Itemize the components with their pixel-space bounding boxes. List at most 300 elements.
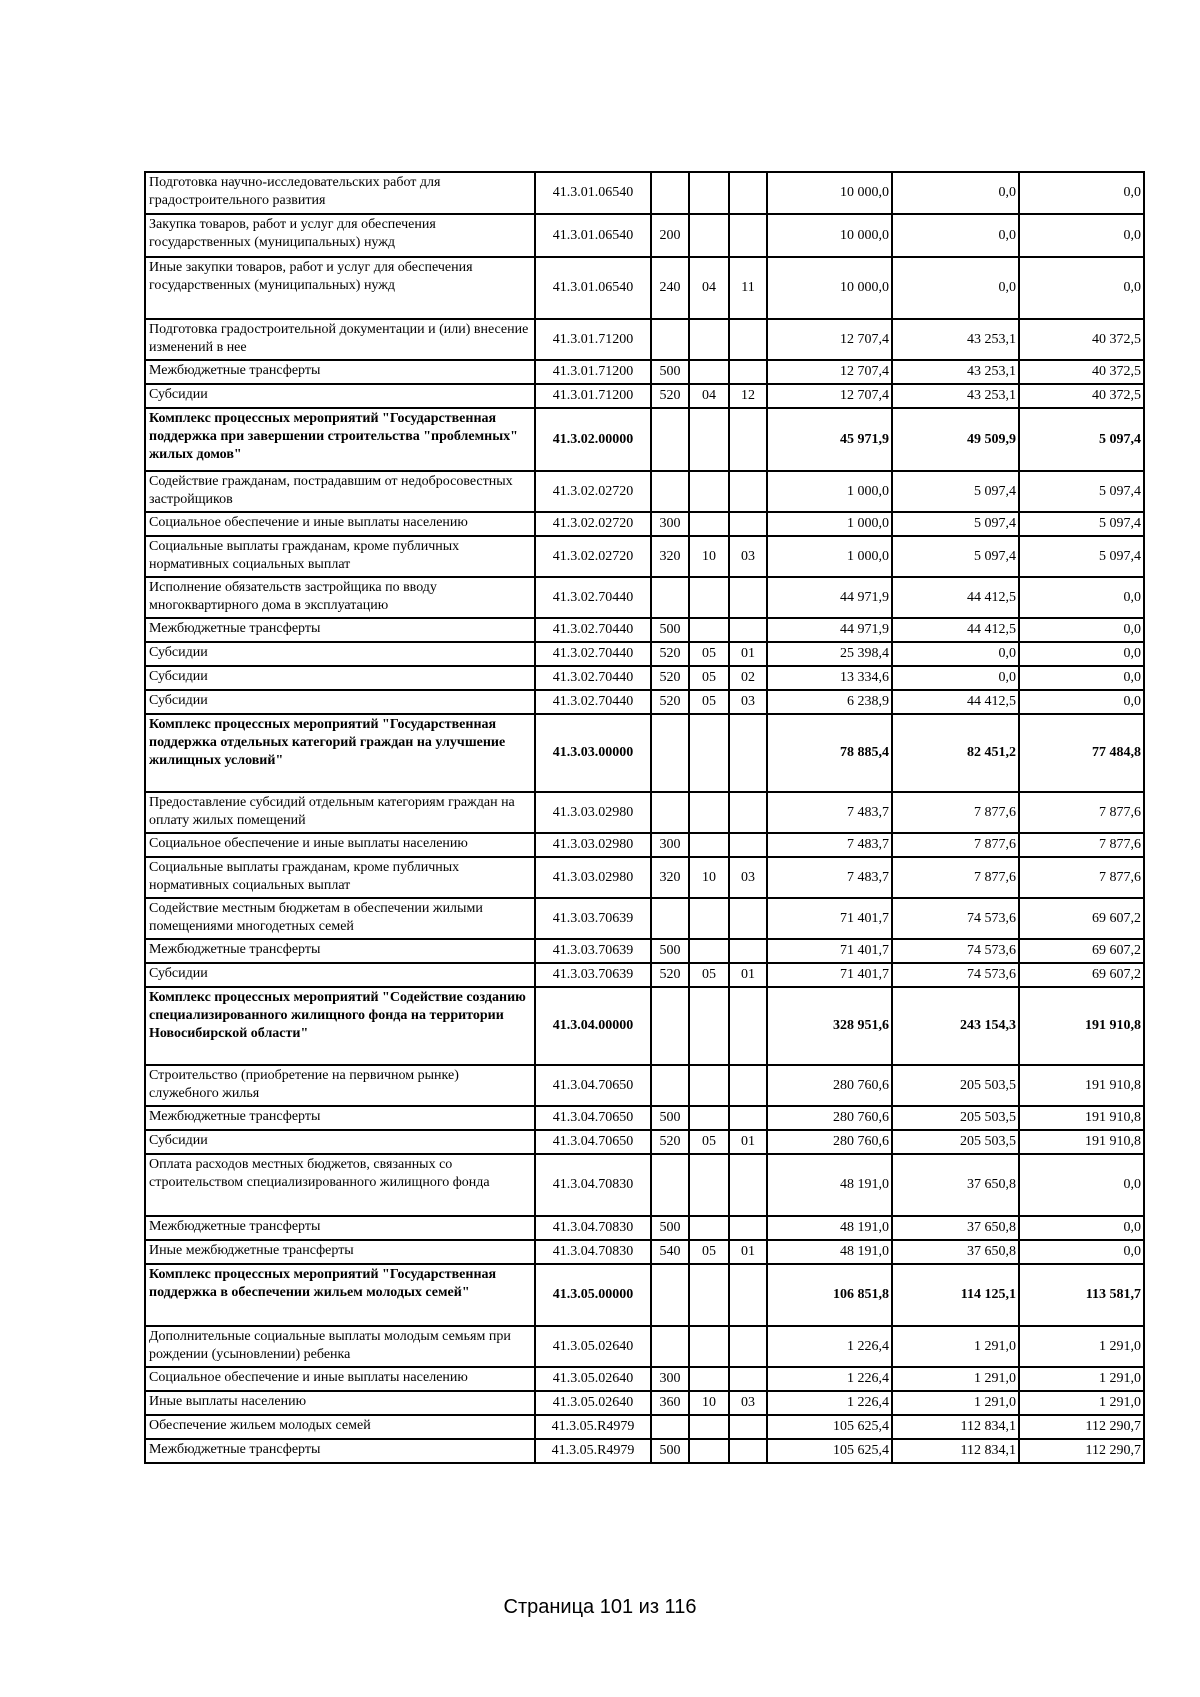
target-code-cell: 41.3.03.02980 — [535, 857, 651, 898]
expense-type-cell: 240 — [651, 257, 689, 319]
amount-cell-1: 45 971,9 — [767, 408, 892, 471]
table-row — [145, 1240, 1144, 1264]
section-cell: 10 — [689, 536, 729, 577]
amount-cell-1: 1 000,0 — [767, 471, 892, 512]
page-number-footer: Страница 101 из 116 — [503, 1596, 697, 1618]
target-code-cell: 41.3.04.70830 — [535, 1240, 651, 1264]
amount-cell-1: 71 401,7 — [767, 898, 892, 939]
section-cell — [689, 512, 729, 536]
target-code-cell: 41.3.02.00000 — [535, 408, 651, 471]
amount-cell-2: 1 291,0 — [892, 1367, 1019, 1391]
expense-type-cell — [651, 1154, 689, 1216]
amount-cell-2: 43 253,1 — [892, 360, 1019, 384]
target-code-cell: 41.3.01.06540 — [535, 214, 651, 257]
target-code-cell: 41.3.03.00000 — [535, 714, 651, 792]
section-cell: 04 — [689, 257, 729, 319]
row-name-cell: Субсидии — [145, 963, 535, 987]
amount-cell-1: 10 000,0 — [767, 214, 892, 257]
expense-type-cell: 500 — [651, 1439, 689, 1463]
table-row — [145, 1130, 1144, 1154]
section-cell — [689, 172, 729, 214]
table-row — [145, 257, 1144, 319]
amount-cell-3: 40 372,5 — [1019, 360, 1144, 384]
target-code-cell: 41.3.04.00000 — [535, 987, 651, 1065]
expense-type-cell: 300 — [651, 512, 689, 536]
section-cell — [689, 1264, 729, 1326]
amount-cell-3: 5 097,4 — [1019, 536, 1144, 577]
expense-type-cell — [651, 471, 689, 512]
amount-cell-2: 243 154,3 — [892, 987, 1019, 1065]
amount-cell-3: 69 607,2 — [1019, 963, 1144, 987]
subsection-cell: 02 — [729, 666, 767, 690]
row-name-cell: Подготовка градостроительной документации и (или) внесение изменений в нее — [145, 319, 535, 360]
section-cell — [689, 939, 729, 963]
subsection-cell — [729, 577, 767, 618]
amount-cell-1: 71 401,7 — [767, 963, 892, 987]
amount-cell-1: 44 971,9 — [767, 577, 892, 618]
target-code-cell: 41.3.03.70639 — [535, 939, 651, 963]
table-row — [145, 792, 1144, 833]
subsection-cell — [729, 1439, 767, 1463]
amount-cell-1: 48 191,0 — [767, 1216, 892, 1240]
target-code-cell: 41.3.04.70650 — [535, 1065, 651, 1106]
amount-cell-2: 1 291,0 — [892, 1391, 1019, 1415]
amount-cell-1: 106 851,8 — [767, 1264, 892, 1326]
subsection-cell: 12 — [729, 384, 767, 408]
amount-cell-3: 0,0 — [1019, 642, 1144, 666]
subsection-cell — [729, 214, 767, 257]
budget-table — [144, 171, 1145, 1464]
section-cell — [689, 1415, 729, 1439]
amount-cell-1: 280 760,6 — [767, 1065, 892, 1106]
target-code-cell: 41.3.02.70440 — [535, 666, 651, 690]
table-row — [145, 857, 1144, 898]
subsection-cell — [729, 898, 767, 939]
target-code-cell: 41.3.01.71200 — [535, 319, 651, 360]
target-code-cell: 41.3.03.02980 — [535, 833, 651, 857]
amount-cell-2: 74 573,6 — [892, 963, 1019, 987]
subsection-cell — [729, 1415, 767, 1439]
row-name-cell: Субсидии — [145, 384, 535, 408]
amount-cell-3: 0,0 — [1019, 666, 1144, 690]
subsection-cell — [729, 987, 767, 1065]
target-code-cell: 41.3.03.02980 — [535, 792, 651, 833]
subsection-cell — [729, 618, 767, 642]
table-row-group — [145, 714, 1144, 792]
subsection-cell: 01 — [729, 1240, 767, 1264]
amount-cell-3: 5 097,4 — [1019, 408, 1144, 471]
table-row — [145, 172, 1144, 214]
amount-cell-1: 10 000,0 — [767, 172, 892, 214]
amount-cell-2: 5 097,4 — [892, 471, 1019, 512]
row-name-cell: Комплекс процессных мероприятий "Государственная поддержка в обеспечении жильем молодых семей" — [145, 1264, 535, 1326]
subsection-cell — [729, 1154, 767, 1216]
amount-cell-3: 1 291,0 — [1019, 1367, 1144, 1391]
amount-cell-1: 71 401,7 — [767, 939, 892, 963]
subsection-cell: 11 — [729, 257, 767, 319]
expense-type-cell — [651, 987, 689, 1065]
amount-cell-3: 0,0 — [1019, 1216, 1144, 1240]
amount-cell-1: 6 238,9 — [767, 690, 892, 714]
expense-type-cell — [651, 408, 689, 471]
amount-cell-2: 114 125,1 — [892, 1264, 1019, 1326]
subsection-cell: 03 — [729, 1391, 767, 1415]
amount-cell-2: 5 097,4 — [892, 536, 1019, 577]
table-row — [145, 1154, 1144, 1216]
section-cell — [689, 1216, 729, 1240]
table-row-group — [145, 1264, 1144, 1326]
expense-type-cell: 540 — [651, 1240, 689, 1264]
expense-type-cell: 500 — [651, 360, 689, 384]
target-code-cell: 41.3.04.70830 — [535, 1216, 651, 1240]
table-row — [145, 536, 1144, 577]
subsection-cell — [729, 1264, 767, 1326]
target-code-cell: 41.3.01.06540 — [535, 172, 651, 214]
table-row — [145, 214, 1144, 257]
expense-type-cell — [651, 1264, 689, 1326]
subsection-cell — [729, 1065, 767, 1106]
section-cell — [689, 1154, 729, 1216]
amount-cell-3: 7 877,6 — [1019, 833, 1144, 857]
subsection-cell — [729, 172, 767, 214]
table-row — [145, 833, 1144, 857]
expense-type-cell: 500 — [651, 1106, 689, 1130]
table-row-group — [145, 408, 1144, 471]
subsection-cell — [729, 833, 767, 857]
amount-cell-3: 0,0 — [1019, 214, 1144, 257]
expense-type-cell — [651, 1326, 689, 1367]
amount-cell-2: 7 877,6 — [892, 833, 1019, 857]
amount-cell-3: 191 910,8 — [1019, 987, 1144, 1065]
target-code-cell: 41.3.03.70639 — [535, 898, 651, 939]
amount-cell-3: 112 290,7 — [1019, 1439, 1144, 1463]
subsection-cell — [729, 1106, 767, 1130]
subsection-cell: 01 — [729, 1130, 767, 1154]
section-cell — [689, 1065, 729, 1106]
amount-cell-3: 69 607,2 — [1019, 939, 1144, 963]
row-name-cell: Иные межбюджетные трансферты — [145, 1240, 535, 1264]
expense-type-cell: 520 — [651, 642, 689, 666]
expense-type-cell: 320 — [651, 536, 689, 577]
row-name-cell: Социальные выплаты гражданам, кроме публичных нормативных социальных выплат — [145, 857, 535, 898]
section-cell: 05 — [689, 1130, 729, 1154]
expense-type-cell: 500 — [651, 939, 689, 963]
row-name-cell: Дополнительные социальные выплаты молодым семьям при рождении (усыновлении) ребенка — [145, 1326, 535, 1367]
amount-cell-1: 78 885,4 — [767, 714, 892, 792]
amount-cell-1: 48 191,0 — [767, 1154, 892, 1216]
subsection-cell — [729, 319, 767, 360]
amount-cell-1: 12 707,4 — [767, 360, 892, 384]
amount-cell-2: 82 451,2 — [892, 714, 1019, 792]
amount-cell-1: 7 483,7 — [767, 857, 892, 898]
row-name-cell: Иные выплаты населению — [145, 1391, 535, 1415]
amount-cell-1: 13 334,6 — [767, 666, 892, 690]
row-name-cell: Закупка товаров, работ и услуг для обеспечения государственных (муниципальных) нужд — [145, 214, 535, 257]
amount-cell-2: 7 877,6 — [892, 792, 1019, 833]
row-name-cell: Межбюджетные трансферты — [145, 1439, 535, 1463]
amount-cell-2: 44 412,5 — [892, 577, 1019, 618]
amount-cell-3: 191 910,8 — [1019, 1106, 1144, 1130]
section-cell — [689, 1367, 729, 1391]
expense-type-cell: 520 — [651, 1130, 689, 1154]
amount-cell-3: 0,0 — [1019, 1154, 1144, 1216]
expense-type-cell — [651, 792, 689, 833]
table-row — [145, 898, 1144, 939]
amount-cell-1: 1 226,4 — [767, 1326, 892, 1367]
subsection-cell — [729, 360, 767, 384]
amount-cell-3: 40 372,5 — [1019, 384, 1144, 408]
target-code-cell: 41.3.04.70650 — [535, 1106, 651, 1130]
table-row — [145, 471, 1144, 512]
amount-cell-2: 0,0 — [892, 172, 1019, 214]
target-code-cell: 41.3.01.71200 — [535, 384, 651, 408]
target-code-cell: 41.3.02.02720 — [535, 536, 651, 577]
amount-cell-2: 1 291,0 — [892, 1326, 1019, 1367]
subsection-cell — [729, 792, 767, 833]
target-code-cell: 41.3.05.R4979 — [535, 1439, 651, 1463]
expense-type-cell — [651, 319, 689, 360]
amount-cell-2: 74 573,6 — [892, 898, 1019, 939]
section-cell — [689, 618, 729, 642]
row-name-cell: Субсидии — [145, 642, 535, 666]
row-name-cell: Комплекс процессных мероприятий "Государственная поддержка при завершении строительства "проблемных" жилых домов" — [145, 408, 535, 471]
amount-cell-2: 0,0 — [892, 642, 1019, 666]
amount-cell-3: 0,0 — [1019, 577, 1144, 618]
target-code-cell: 41.3.02.70440 — [535, 642, 651, 666]
amount-cell-2: 205 503,5 — [892, 1065, 1019, 1106]
section-cell: 05 — [689, 642, 729, 666]
amount-cell-1: 280 760,6 — [767, 1106, 892, 1130]
amount-cell-2: 49 509,9 — [892, 408, 1019, 471]
target-code-cell: 41.3.02.70440 — [535, 577, 651, 618]
expense-type-cell — [651, 1065, 689, 1106]
amount-cell-3: 0,0 — [1019, 172, 1144, 214]
subsection-cell: 03 — [729, 857, 767, 898]
row-name-cell: Субсидии — [145, 666, 535, 690]
target-code-cell: 41.3.02.70440 — [535, 618, 651, 642]
amount-cell-2: 0,0 — [892, 214, 1019, 257]
row-name-cell: Межбюджетные трансферты — [145, 939, 535, 963]
amount-cell-1: 280 760,6 — [767, 1130, 892, 1154]
section-cell — [689, 319, 729, 360]
row-name-cell: Предоставление субсидий отдельным категориям граждан на оплату жилых помещений — [145, 792, 535, 833]
amount-cell-3: 0,0 — [1019, 690, 1144, 714]
amount-cell-3: 5 097,4 — [1019, 471, 1144, 512]
expense-type-cell: 300 — [651, 833, 689, 857]
amount-cell-1: 7 483,7 — [767, 833, 892, 857]
table-row-group — [145, 987, 1144, 1065]
amount-cell-2: 5 097,4 — [892, 512, 1019, 536]
amount-cell-1: 328 951,6 — [767, 987, 892, 1065]
subsection-cell — [729, 1367, 767, 1391]
row-name-cell: Межбюджетные трансферты — [145, 618, 535, 642]
row-name-cell: Межбюджетные трансферты — [145, 1106, 535, 1130]
table-row — [145, 384, 1144, 408]
table-row — [145, 1391, 1144, 1415]
amount-cell-3: 0,0 — [1019, 618, 1144, 642]
section-cell: 05 — [689, 963, 729, 987]
expense-type-cell: 520 — [651, 384, 689, 408]
section-cell — [689, 577, 729, 618]
target-code-cell: 41.3.05.R4979 — [535, 1415, 651, 1439]
expense-type-cell — [651, 577, 689, 618]
amount-cell-1: 1 000,0 — [767, 512, 892, 536]
row-name-cell: Субсидии — [145, 690, 535, 714]
target-code-cell: 41.3.05.02640 — [535, 1391, 651, 1415]
table-row — [145, 1326, 1144, 1367]
row-name-cell: Оплата расходов местных бюджетов, связанных со строительством специализированного жилищного фонда — [145, 1154, 535, 1216]
table-row — [145, 618, 1144, 642]
table-row — [145, 1439, 1144, 1463]
amount-cell-2: 205 503,5 — [892, 1106, 1019, 1130]
section-cell: 10 — [689, 1391, 729, 1415]
amount-cell-2: 43 253,1 — [892, 384, 1019, 408]
section-cell — [689, 1439, 729, 1463]
expense-type-cell: 520 — [651, 963, 689, 987]
section-cell: 05 — [689, 1240, 729, 1264]
amount-cell-1: 1 000,0 — [767, 536, 892, 577]
amount-cell-3: 113 581,7 — [1019, 1264, 1144, 1326]
amount-cell-2: 0,0 — [892, 257, 1019, 319]
amount-cell-3: 40 372,5 — [1019, 319, 1144, 360]
target-code-cell: 41.3.04.70830 — [535, 1154, 651, 1216]
table-row — [145, 939, 1144, 963]
section-cell — [689, 1326, 729, 1367]
amount-cell-3: 69 607,2 — [1019, 898, 1144, 939]
section-cell — [689, 1106, 729, 1130]
subsection-cell — [729, 1326, 767, 1367]
table-row — [145, 319, 1144, 360]
amount-cell-1: 48 191,0 — [767, 1240, 892, 1264]
subsection-cell: 01 — [729, 642, 767, 666]
expense-type-cell — [651, 172, 689, 214]
row-name-cell: Межбюджетные трансферты — [145, 1216, 535, 1240]
table-row — [145, 1065, 1144, 1106]
table-row — [145, 690, 1144, 714]
amount-cell-2: 43 253,1 — [892, 319, 1019, 360]
table-row — [145, 963, 1144, 987]
target-code-cell: 41.3.04.70650 — [535, 1130, 651, 1154]
target-code-cell: 41.3.01.06540 — [535, 257, 651, 319]
amount-cell-1: 1 226,4 — [767, 1367, 892, 1391]
row-name-cell: Социальные выплаты гражданам, кроме публичных нормативных социальных выплат — [145, 536, 535, 577]
amount-cell-1: 12 707,4 — [767, 319, 892, 360]
table-row — [145, 577, 1144, 618]
amount-cell-3: 0,0 — [1019, 257, 1144, 319]
amount-cell-3: 112 290,7 — [1019, 1415, 1144, 1439]
amount-cell-1: 10 000,0 — [767, 257, 892, 319]
amount-cell-1: 12 707,4 — [767, 384, 892, 408]
amount-cell-1: 25 398,4 — [767, 642, 892, 666]
expense-type-cell: 300 — [651, 1367, 689, 1391]
row-name-cell: Подготовка научно-исследовательских работ для градостроительного развития — [145, 172, 535, 214]
row-name-cell: Комплекс процессных мероприятий "Содействие созданию специализированного жилищного фонда на территории Новосибирской области" — [145, 987, 535, 1065]
amount-cell-2: 44 412,5 — [892, 690, 1019, 714]
section-cell — [689, 408, 729, 471]
target-code-cell: 41.3.03.70639 — [535, 963, 651, 987]
amount-cell-2: 37 650,8 — [892, 1154, 1019, 1216]
amount-cell-2: 205 503,5 — [892, 1130, 1019, 1154]
expense-type-cell: 200 — [651, 214, 689, 257]
target-code-cell: 41.3.02.02720 — [535, 512, 651, 536]
target-code-cell: 41.3.02.70440 — [535, 690, 651, 714]
amount-cell-2: 7 877,6 — [892, 857, 1019, 898]
target-code-cell: 41.3.05.02640 — [535, 1367, 651, 1391]
section-cell — [689, 471, 729, 512]
table-row — [145, 1106, 1144, 1130]
row-name-cell: Субсидии — [145, 1130, 535, 1154]
amount-cell-2: 37 650,8 — [892, 1216, 1019, 1240]
target-code-cell: 41.3.05.02640 — [535, 1326, 651, 1367]
row-name-cell: Социальное обеспечение и иные выплаты населению — [145, 512, 535, 536]
row-name-cell: Межбюджетные трансферты — [145, 360, 535, 384]
table-body — [145, 172, 1144, 1463]
table-row — [145, 1216, 1144, 1240]
target-code-cell: 41.3.02.02720 — [535, 471, 651, 512]
row-name-cell: Строительство (приобретение на первичном рынке) служебного жилья — [145, 1065, 535, 1106]
row-name-cell: Комплекс процессных мероприятий "Государственная поддержка отдельных категорий граждан на улучшение жилищных условий" — [145, 714, 535, 792]
amount-cell-3: 1 291,0 — [1019, 1391, 1144, 1415]
subsection-cell: 03 — [729, 690, 767, 714]
expense-type-cell — [651, 898, 689, 939]
expense-type-cell: 320 — [651, 857, 689, 898]
expense-type-cell: 360 — [651, 1391, 689, 1415]
expense-type-cell: 520 — [651, 666, 689, 690]
amount-cell-3: 1 291,0 — [1019, 1326, 1144, 1367]
row-name-cell: Иные закупки товаров, работ и услуг для обеспечения государственных (муниципальных) нужд — [145, 257, 535, 319]
table-row — [145, 642, 1144, 666]
row-name-cell: Содействие местным бюджетам в обеспечении жилыми помещениями многодетных семей — [145, 898, 535, 939]
amount-cell-1: 44 971,9 — [767, 618, 892, 642]
subsection-cell — [729, 1216, 767, 1240]
amount-cell-3: 191 910,8 — [1019, 1130, 1144, 1154]
subsection-cell: 01 — [729, 963, 767, 987]
section-cell — [689, 714, 729, 792]
amount-cell-2: 112 834,1 — [892, 1415, 1019, 1439]
subsection-cell — [729, 408, 767, 471]
row-name-cell: Исполнение обязательств застройщика по вводу многоквартирного дома в эксплуатацию — [145, 577, 535, 618]
section-cell: 04 — [689, 384, 729, 408]
amount-cell-2: 112 834,1 — [892, 1439, 1019, 1463]
table-row — [145, 666, 1144, 690]
subsection-cell: 03 — [729, 536, 767, 577]
section-cell — [689, 987, 729, 1065]
table-row — [145, 1415, 1144, 1439]
amount-cell-2: 37 650,8 — [892, 1240, 1019, 1264]
subsection-cell — [729, 939, 767, 963]
expense-type-cell: 500 — [651, 618, 689, 642]
row-name-cell: Содействие гражданам, пострадавшим от недобросовестных застройщиков — [145, 471, 535, 512]
subsection-cell — [729, 512, 767, 536]
amount-cell-3: 191 910,8 — [1019, 1065, 1144, 1106]
section-cell — [689, 214, 729, 257]
amount-cell-2: 74 573,6 — [892, 939, 1019, 963]
amount-cell-3: 5 097,4 — [1019, 512, 1144, 536]
amount-cell-1: 1 226,4 — [767, 1391, 892, 1415]
section-cell — [689, 833, 729, 857]
section-cell: 05 — [689, 690, 729, 714]
amount-cell-3: 7 877,6 — [1019, 857, 1144, 898]
amount-cell-3: 7 877,6 — [1019, 792, 1144, 833]
subsection-cell — [729, 714, 767, 792]
section-cell — [689, 360, 729, 384]
amount-cell-1: 105 625,4 — [767, 1415, 892, 1439]
row-name-cell: Социальное обеспечение и иные выплаты населению — [145, 1367, 535, 1391]
target-code-cell: 41.3.01.71200 — [535, 360, 651, 384]
target-code-cell: 41.3.05.00000 — [535, 1264, 651, 1326]
table-row — [145, 360, 1144, 384]
section-cell: 05 — [689, 666, 729, 690]
